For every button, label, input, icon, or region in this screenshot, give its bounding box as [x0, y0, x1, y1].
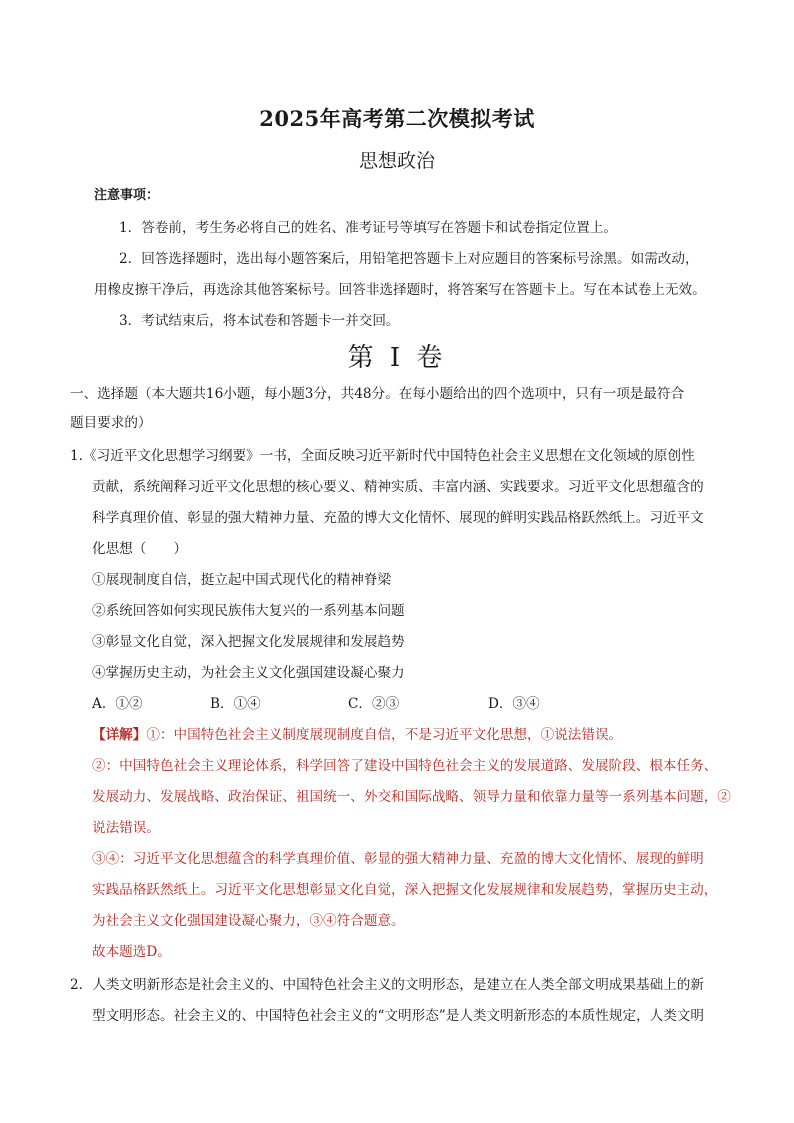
- q2-stem-line-1: 2．人类文明新形态是社会主义的、中国特色社会主义的文明形态，是建立在人类全部文明成果基础上的新: [70, 977, 704, 993]
- exam-subject: 思想政治: [358, 150, 435, 172]
- notice-heading: 注意事项：: [94, 188, 160, 203]
- notice-item-3: 3．考试结束后，将本试卷和答题卡一并交回。: [119, 313, 400, 329]
- q1-statement-2: ②系统回答如何实现民族伟大复兴的一系列基本问题: [92, 603, 405, 619]
- exam-title: 2025年高考第二次模拟考试: [259, 106, 535, 131]
- part-intro-line-1: 一、选择题（本大题共16小题，每小题3分，共48分。在每小题给出的四个选项中，只有一项是最符合: [70, 386, 685, 402]
- q1-stem-line-4: 化思想（ ）: [92, 541, 188, 557]
- explain-tag: 【详解】: [92, 727, 147, 743]
- q1-explain-line-6: 实践品格跃然纸上。习近平文化思想彰显文化自觉，深入把握文化发展规律和发展趋势，掌握历史主动，: [92, 882, 718, 898]
- q1-explain-line-4: 说法错误。: [92, 820, 160, 836]
- q1-stem-line-3: 科学真理价值、彰显的强大精神力量、充盈的博大文化情怀、展现的鲜明实践品格跃然纸上。习近平文: [92, 510, 704, 526]
- q1-option-c: C．②③: [348, 696, 400, 712]
- notice-item-2: 2．回答选择题时，选出每小题答案后，用铅笔把答题卡上对应题目的答案标号涂黑。如需改动，: [119, 251, 699, 267]
- notice-item-2-cont: 用橡皮擦干净后，再选涂其他答案标号。回答非选择题时，将答案写在答题卡上。写在本试卷上无效。: [94, 282, 706, 298]
- q1-statement-4: ④掌握历史主动，为社会主义文化强国建设凝心聚力: [92, 665, 405, 681]
- q1-explain-line-7: 为社会主义文化强国建设凝心聚力，③④符合题意。: [92, 913, 405, 929]
- q1-option-a: A．①②: [92, 696, 143, 712]
- q1-explain-line-2: ②：中国特色社会主义理论体系，科学回答了建设中国特色社会主义的发展道路、发展阶段、根本任务、: [92, 758, 718, 774]
- q1-explain-line-3: 发展动力、发展战略、政治保证、祖国统一、外交和国际战略、领导力量和依靠力量等一系列基本问题，②: [92, 789, 731, 805]
- q1-statement-1: ①展现制度自信，挺立起中国式现代化的精神脊梁: [92, 572, 392, 588]
- q1-stem-line-1: 1.《习近平文化思想学习纲要》一书，全面反映习近平新时代中国特色社会主义思想在文化领域的原创性: [70, 448, 695, 464]
- q1-explain-line-5: ③④：习近平文化思想蕴含的科学真理价值、彰显的强大精神力量、充盈的博大文化情怀、展现的鲜明: [92, 851, 704, 867]
- part-intro-line-2: 题目要求的）: [70, 415, 152, 431]
- section-title: 第 I 卷: [347, 343, 447, 373]
- explain-text-1: ①：中国特色社会主义制度展现制度自信，不是习近平文化思想，①说法错误。: [146, 727, 623, 743]
- q1-answer: 故本题选D。: [92, 944, 171, 960]
- q1-statement-3: ③彰显文化自觉，深入把握文化发展规律和发展趋势: [92, 634, 405, 650]
- q1-explain-line-1: [92, 725, 622, 745]
- q1-option-d: D．③④: [488, 696, 540, 712]
- q1-option-b: B．①④: [210, 696, 261, 712]
- q2-stem-line-2: 型文明形态。社会主义的、中国特色社会主义的“文明形态”是人类文明新形态的本质性规定，人类文明: [92, 1008, 705, 1024]
- q1-stem-line-2: 贡献，系统阐释习近平文化思想的核心要义、精神实质、丰富内涵、实践要求。习近平文化思想蕴含的: [92, 479, 704, 495]
- notice-item-1: 1．答卷前，考生务必将自己的姓名、准考证号等填写在答题卡和试卷指定位置上。: [119, 220, 618, 236]
